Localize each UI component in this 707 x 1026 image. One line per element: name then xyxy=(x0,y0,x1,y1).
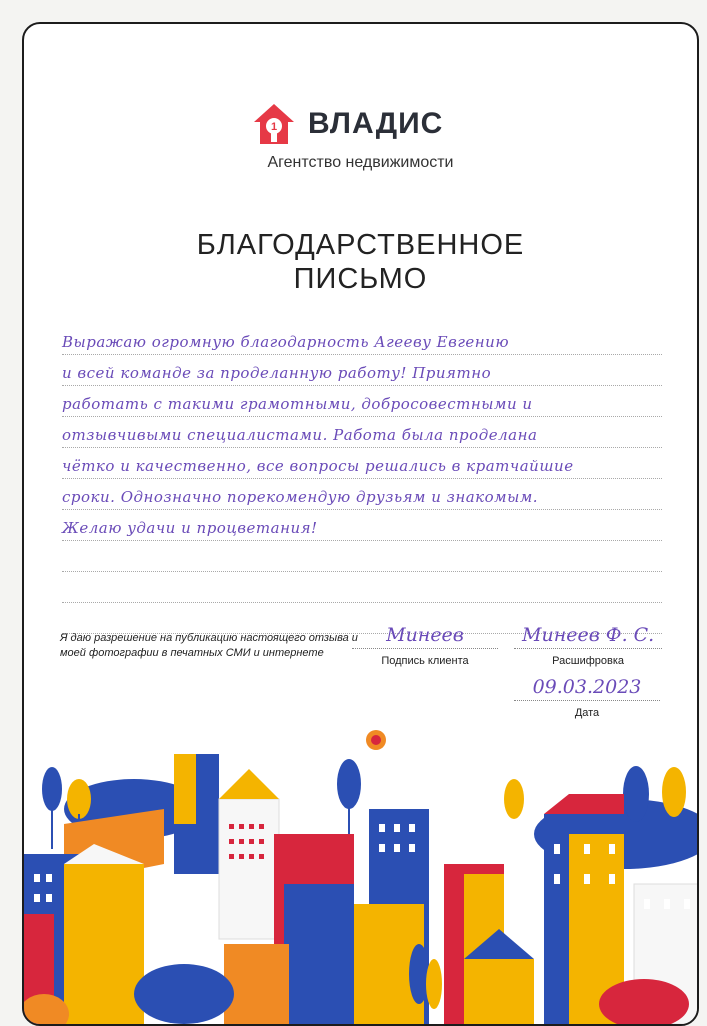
body-line xyxy=(62,572,662,603)
body-line xyxy=(62,355,662,386)
date-label: Дата xyxy=(574,707,600,719)
body-line xyxy=(62,417,662,448)
handwritten-text: чётко и качественно, все вопросы решались в кратчайшие xyxy=(62,457,574,475)
title-line-1: БЛАГОДАРСТВЕННОЕ xyxy=(196,229,525,261)
publication-consent: Я даю разрешение на публикацию настоящего отзыва и моей фотографии в печатных СМИ и интернете xyxy=(60,632,358,659)
client-signature: Минеев xyxy=(352,624,498,649)
brand-name: ВЛАДИС xyxy=(308,107,444,140)
body-line xyxy=(62,479,662,510)
date-block xyxy=(514,676,660,719)
svg-text:1: 1 xyxy=(270,121,278,133)
body-line xyxy=(62,324,662,355)
city-illustration xyxy=(24,714,697,1024)
signature-label: Подпись клиента xyxy=(381,655,469,667)
letter-title xyxy=(24,228,697,296)
company-subtitle: Агентство недвижимости xyxy=(267,154,454,171)
title-line-2: ПИСЬМО xyxy=(293,263,428,295)
handwritten-text: Выражаю огромную благодарность Агееву Евгению xyxy=(62,333,510,351)
house-key-icon xyxy=(252,102,296,146)
date-value: 09.03.2023 xyxy=(514,676,660,701)
handwritten-text: сроки. Однозначно порекомендую друзьям и знакомым. xyxy=(62,488,539,506)
decoding-label: Расшифровка xyxy=(552,655,625,667)
handwritten-text: отзывчивыми специалистами. Работа была проделана xyxy=(62,426,538,444)
body-line xyxy=(62,541,662,572)
body-line xyxy=(62,510,662,541)
handwritten-text: Желаю удачи и процветания! xyxy=(62,519,318,537)
letter-body xyxy=(62,324,662,634)
handwritten-text: работать с такими грамотными, добросовестными и xyxy=(62,395,533,413)
client-signature-block xyxy=(352,624,498,667)
company-logo xyxy=(252,102,443,146)
name-decoding: Минеев Ф. С. xyxy=(514,624,662,649)
letter-sheet xyxy=(22,22,699,1026)
decoding-block xyxy=(514,624,662,667)
handwritten-text: и всей команде за проделанную работу! Приятно xyxy=(62,364,492,382)
body-line xyxy=(62,448,662,479)
body-line xyxy=(62,386,662,417)
